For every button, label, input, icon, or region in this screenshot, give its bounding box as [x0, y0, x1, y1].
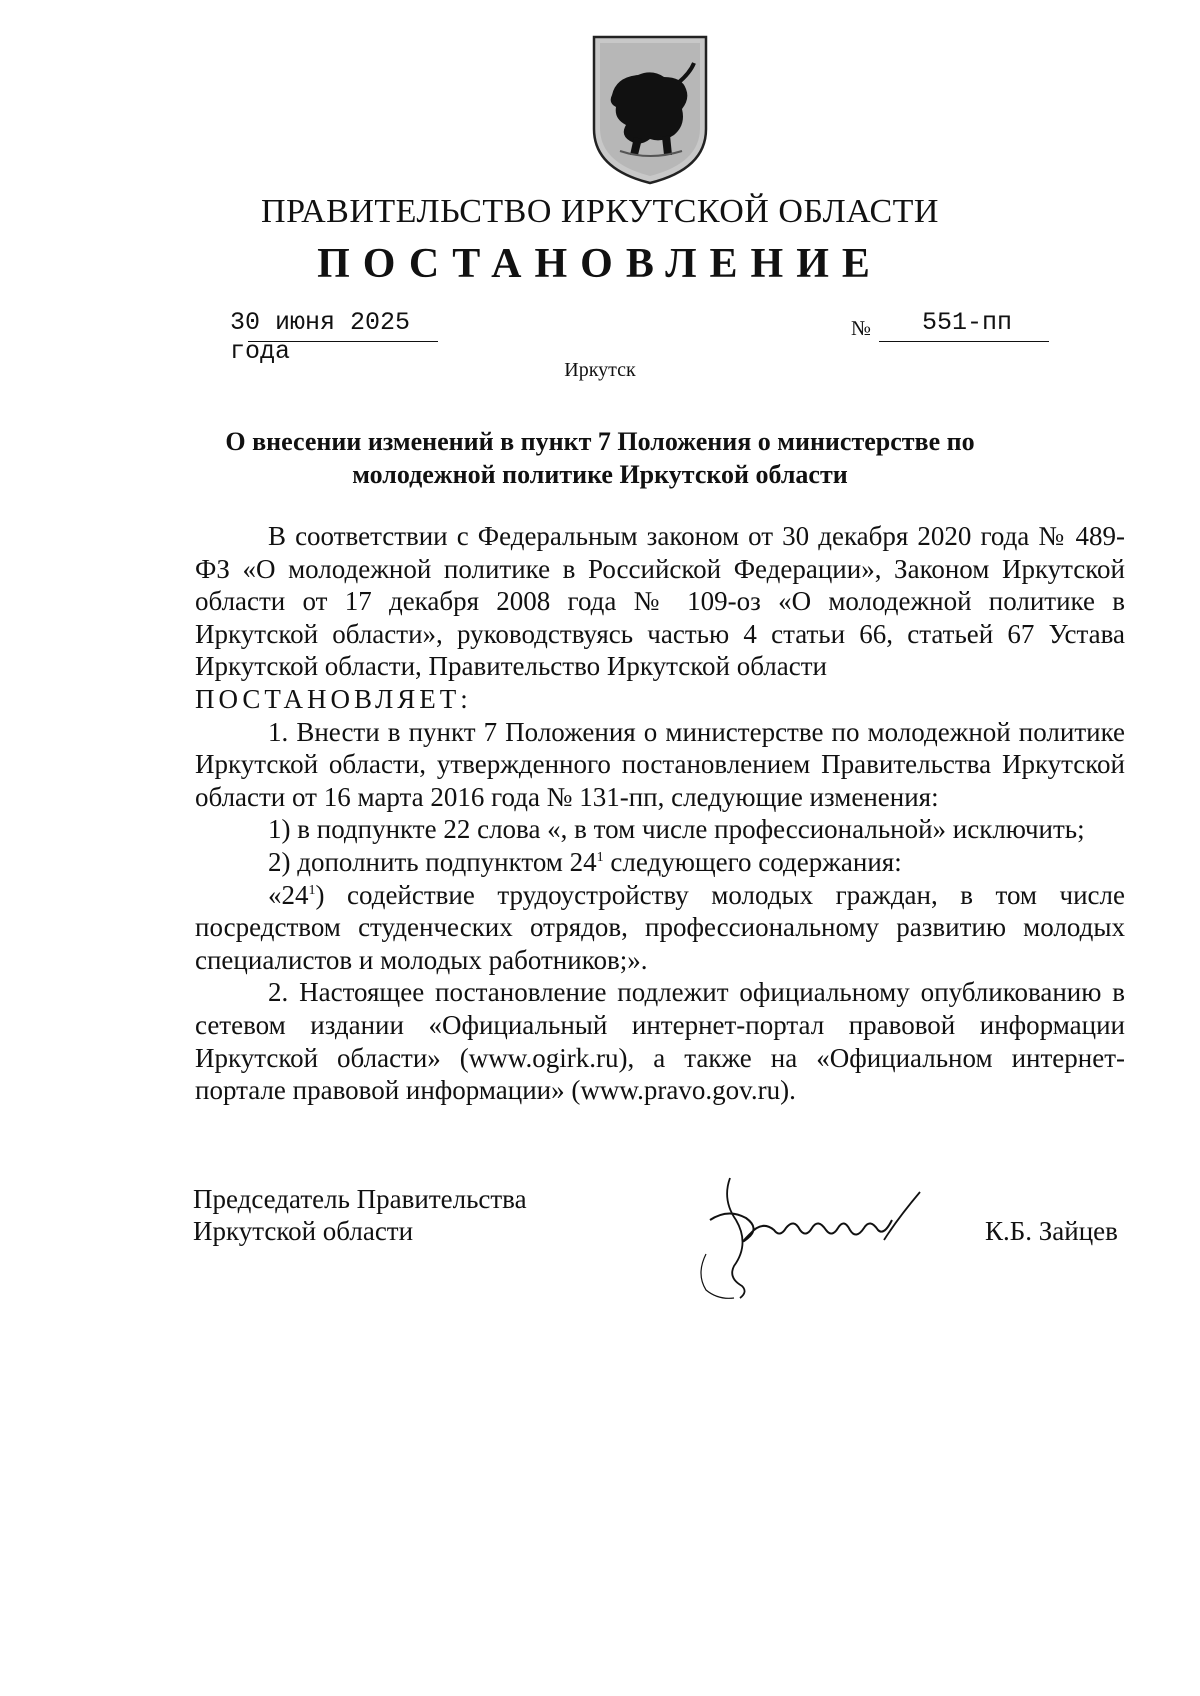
document-date: 30 июня 2025 года — [230, 308, 411, 366]
document-body — [195, 520, 1125, 1107]
sub-item-1-paragraph: 1) в подпункте 22 слова «, в том числе профессиональной» исключить; — [268, 814, 1085, 845]
quote-text: ) содействие трудоустройству молодых граждан, в том числе посредством студенческих отрядов, профессиональному развитию молодых специалистов и молодых работников;». — [195, 879, 1125, 975]
irkutsk-coat-of-arms-icon — [590, 33, 710, 185]
position-line-1: Председатель Правительства — [193, 1184, 527, 1214]
handwritten-signature-icon — [688, 1158, 958, 1308]
item-1-paragraph: 1. Внести в пункт 7 Положения о министерстве по молодежной политике Иркутской области, утвержденного постановлением Правительства Иркутской области от 16 марта 2016 года № 131-пп, следующие изменения: — [195, 716, 1125, 812]
title-line-2: молодежной политике Иркутской области — [352, 460, 848, 489]
decree-word: ПОСТАНОВЛЯЕТ: — [195, 683, 472, 714]
date-underline — [248, 341, 438, 342]
document-type: ПОСТАНОВЛЕНИЕ — [317, 241, 883, 287]
document-city: Иркутск — [564, 359, 636, 381]
quote-start: «24 — [268, 879, 309, 910]
title-line-1: О внесении изменений в пункт 7 Положения о министерстве по — [225, 427, 975, 456]
signatory-name: К.Б. Зайцев — [985, 1216, 1118, 1246]
signatory-position — [193, 1183, 527, 1247]
preamble-paragraph: В соответствии с Федеральным законом от 30 декабря 2020 года № 489-ФЗ «О молодежной политике в Российской Федерации», Законом Иркутской области от 17 декабря 2008 года № 109-оз «О молодежной политике в Иркутской области», руководствуясь частью 4 статьи 66, статьей 67 Устава Иркутской области, Правительство Иркутской области — [195, 521, 1125, 682]
organization-name: ПРАВИТЕЛЬСТВО ИРКУТСКОЙ ОБЛАСТИ — [261, 193, 939, 230]
sub-item-2-text-end: следующего содержания: — [603, 846, 902, 877]
position-line-2: Иркутской области — [193, 1216, 414, 1246]
document-number: 551-пп — [922, 308, 1013, 337]
quoted-subitem-paragraph — [195, 879, 1125, 977]
sub-item-2-text: 2) дополнить подпунктом 24 — [268, 846, 597, 877]
number-sign: № — [851, 316, 872, 340]
sub-item-2-paragraph — [195, 846, 1125, 879]
document-title — [190, 425, 1010, 491]
number-underline — [879, 341, 1049, 342]
item-2-paragraph: 2. Настоящее постановление подлежит официальному опубликованию в сетевом издании «Официальный интернет-портал правовой информации Иркутской области» (www.ogirk.ru), а также на «Официальном интернет-портале правовой информации» (www.pravo.gov.ru). — [195, 977, 1125, 1106]
quote-superscript: 1 — [308, 882, 316, 898]
sub-item-2-superscript: 1 — [596, 849, 604, 865]
